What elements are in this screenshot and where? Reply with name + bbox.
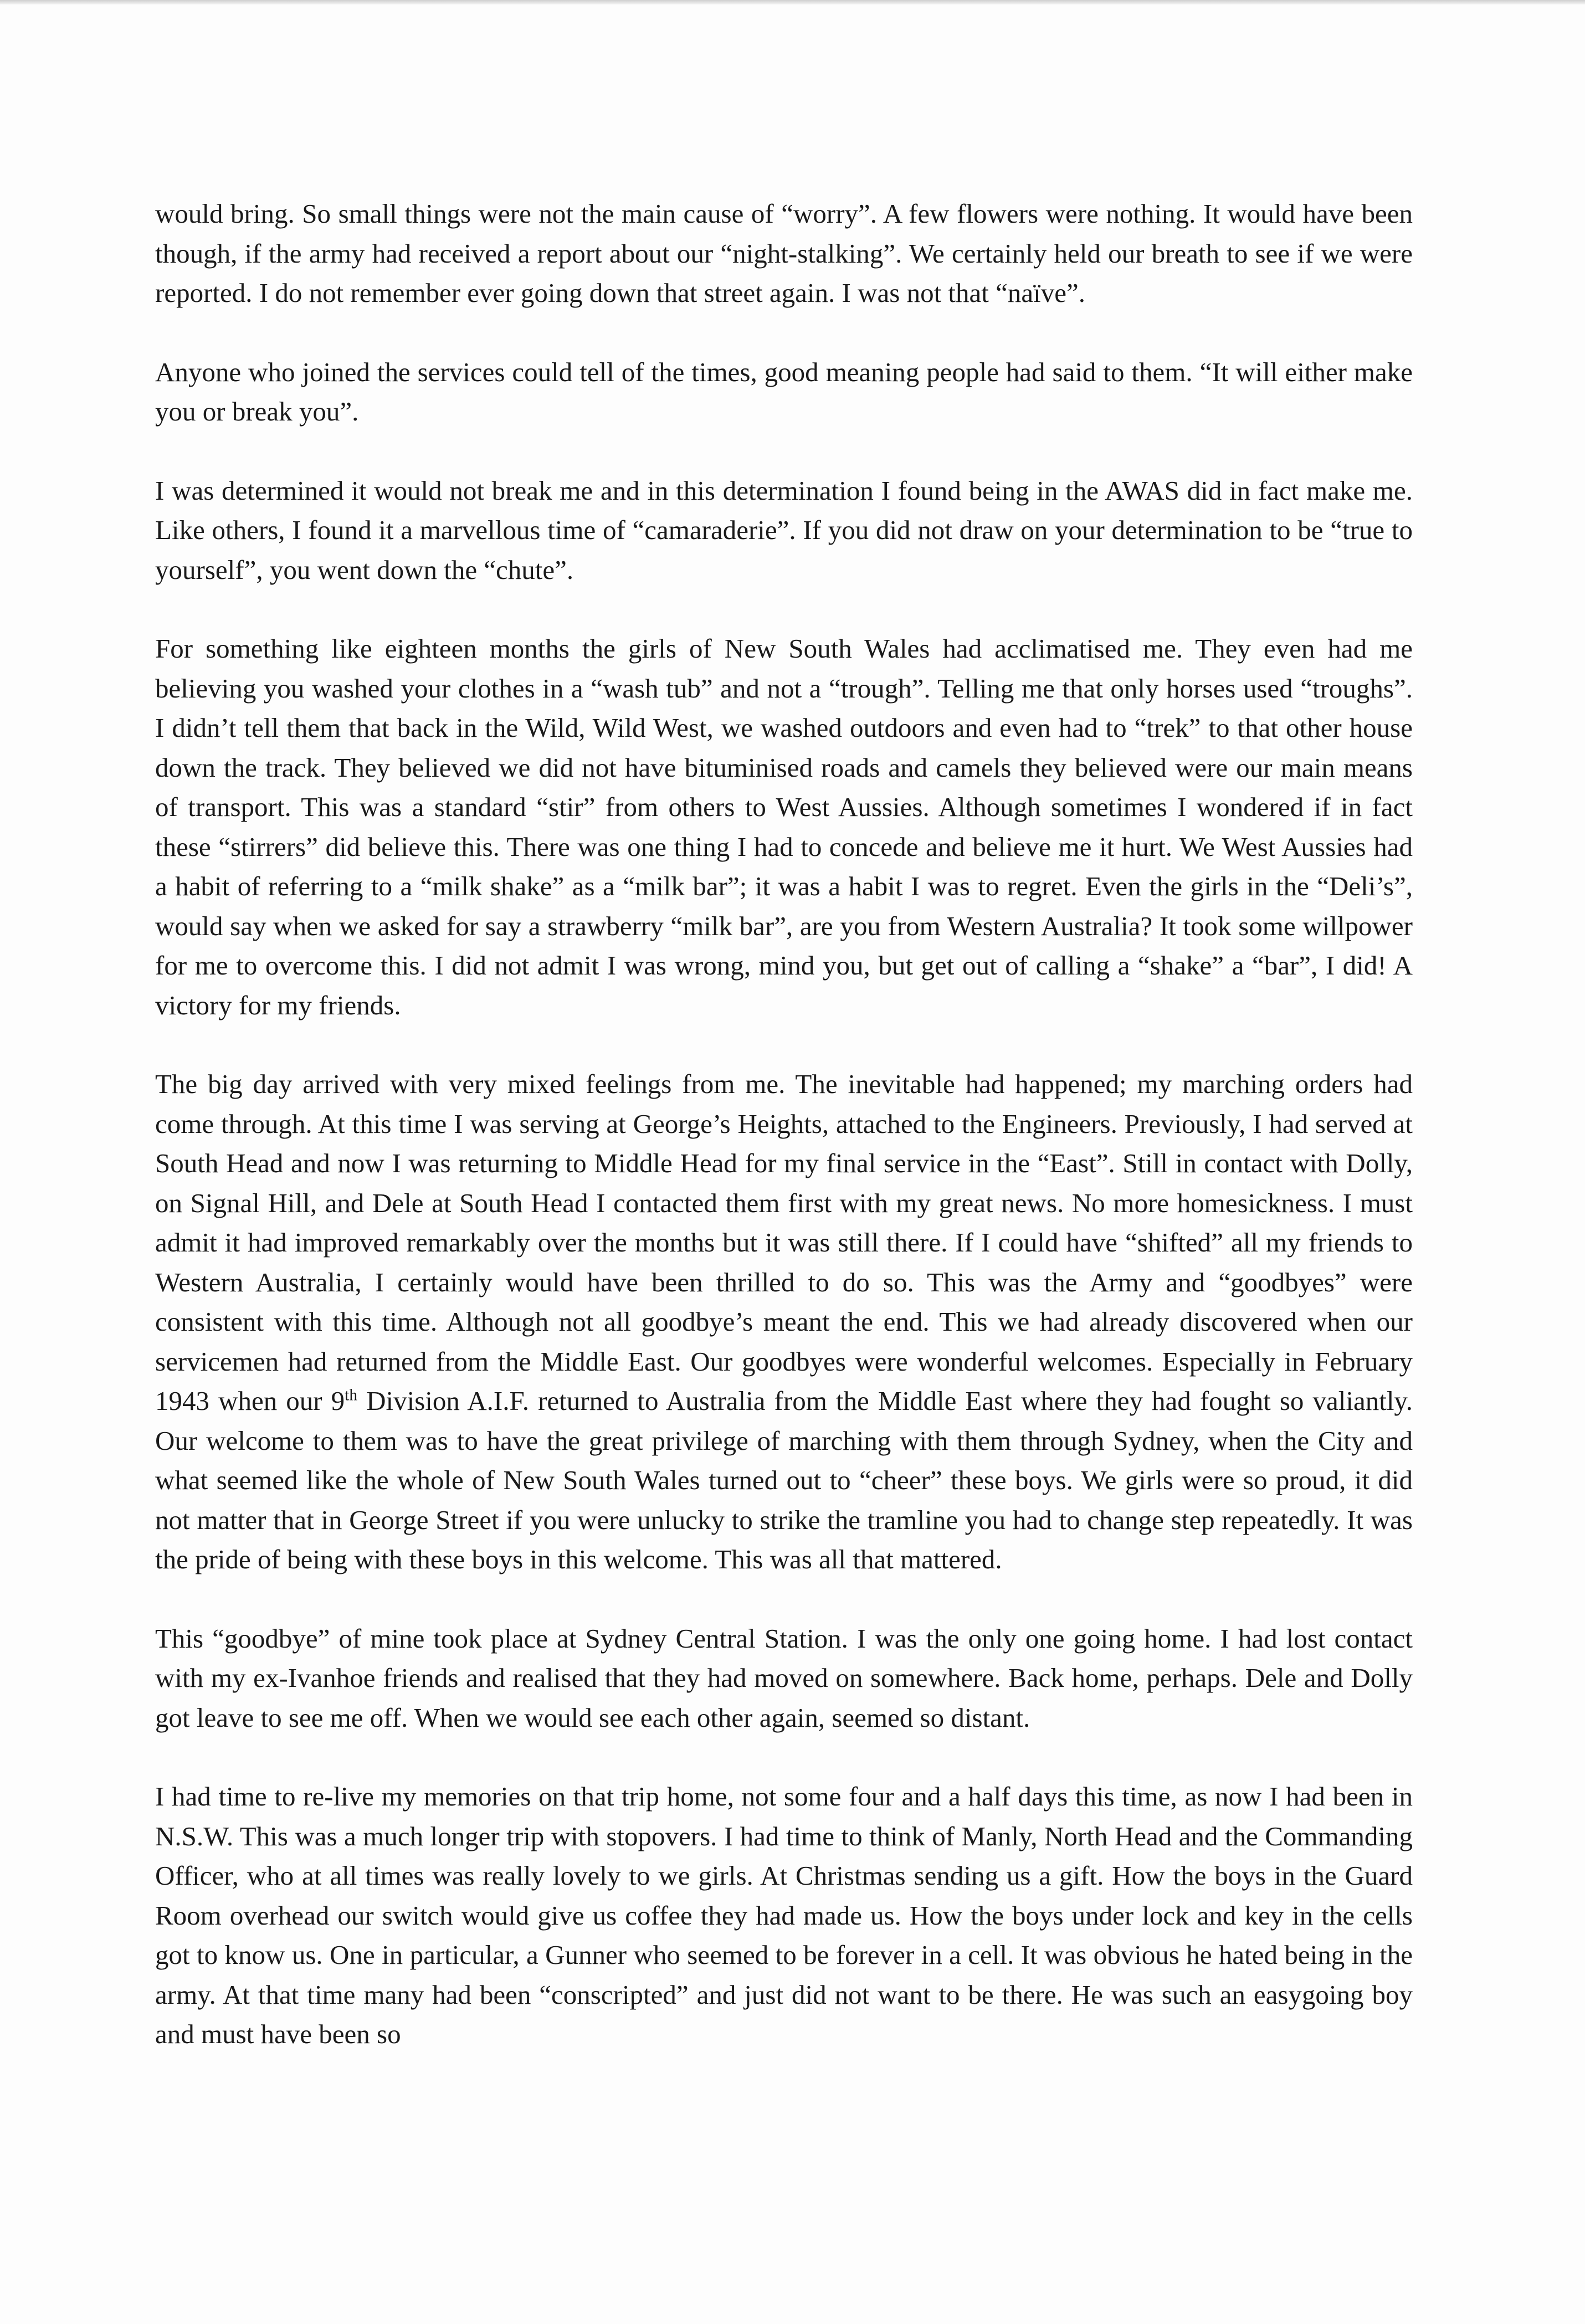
- paragraph-5-text-after: Division A.I.F. returned to Australia from the Middle East where they had fought so valiantly. Our welcome to them was to have the great privilege of marching with them through Sydney, when the City and what seemed like the whole of New South Wales turned out to “cheer” these boys. We girls were so proud, it did not matter that in George Street if you were unlucky to strike the tramline you had to change step repeatedly. It was the pride of being with these boys in this welcome. This was all that mattered.: [155, 1386, 1413, 1574]
- paragraph-7: I had time to re-live my memories on that trip home, not some four and a half days this time, as now I had been in N.S.W. This was a much longer trip with stopovers. I had time to think of Manly, North Head and the Commanding Officer, who at all times was really lovely to we girls. At Christmas sending us a gift. How the boys in the Guard Room overhead our switch would give us coffee they had made us. How the boys under lock and key in the cells got to know us. One in particular, a Gunner who seemed to be forever in a cell. It was obvious he hated being in the army. At that time many had been “conscripted” and just did not want to be there. He was such an easygoing boy and must have been so: [155, 1781, 1413, 2049]
- paragraph-5-text-before: The big day arrived with very mixed feelings from me. The inevitable had happened; my marching orders had come through. At this time I was serving at George’s Heights, attached to the Engineers. Previously, I had served at South Head and now I was returning to Middle Head for my final service in the “East”. Still in contact with Dolly, on Signal Hill, and Dele at South Head I contacted them first with my great news. No more homesickness. I must admit it had improved remarkably over the months but it was still there. If I could have “shifted” all my friends to Western Australia, I certainly would have been thrilled to do so. This was the Army and “goodbyes” were consistent with this time. Although not all goodbye’s meant the end. This we had already discovered when our servicemen had returned from the Middle East. Our goodbyes were wonderful welcomes. Especially in February 1943 when our 9: [155, 1069, 1413, 1416]
- paragraph-1: would bring. So small things were not the main cause of “worry”. A few flowers were nothing. It would have been though, if the army had received a report about our “night-stalking”. We certainly held our breath to see if we were reported. I do not remember ever going down that street again. I was not that “naïve”.: [155, 198, 1413, 308]
- body-text: [155, 194, 1413, 2054]
- paragraph-5: [155, 1064, 1413, 1579]
- paragraph-6: This “goodbye” of mine took place at Sydney Central Station. I was the only one going home. I had lost contact with my ex-Ivanhoe friends and realised that they had moved on somewhere. Back home, perhaps. Dele and Dolly got leave to see me off. When we would see each other again, seemed so distant.: [155, 1623, 1413, 1733]
- paragraph-3: I was determined it would not break me and in this determination I found being in the AWAS did in fact make me. Like others, I found it a marvellous time of “camaraderie”. If you did not draw on your determination to be “true to yourself”, you went down the “chute”.: [155, 475, 1413, 585]
- paragraph-4: For something like eighteen months the girls of New South Wales had acclimatised me. They even had me believing you washed your clothes in a “wash tub” and not a “trough”. Telling me that only horses used “troughs”. I didn’t tell them that back in the Wild, Wild West, we washed outdoors and even had to “trek” to that other house down the track. They believed we did not have bituminised roads and camels they believed were our main means of transport. This was a standard “stir” from others to West Aussies. Although sometimes I wondered if in fact these “stirrers” did believe this. There was one thing I had to concede and believe me it hurt. We West Aussies had a habit of referring to a “milk shake” as a “milk bar”; it was a habit I was to regret. Even the girls in the “Deli’s”, would say when we asked for say a strawberry “milk bar”, are you from Western Australia? It took some willpower for me to overcome this. I did not admit I was wrong, mind you, but get out of calling a “shake” a “bar”, I did! A victory for my friends.: [155, 633, 1413, 1020]
- paragraph-2: Anyone who joined the services could tell of the times, good meaning people had said to them. “It will either make you or break you”.: [155, 356, 1413, 427]
- ordinal-superscript: th: [345, 1386, 358, 1404]
- page-top-edge: [0, 0, 1585, 4]
